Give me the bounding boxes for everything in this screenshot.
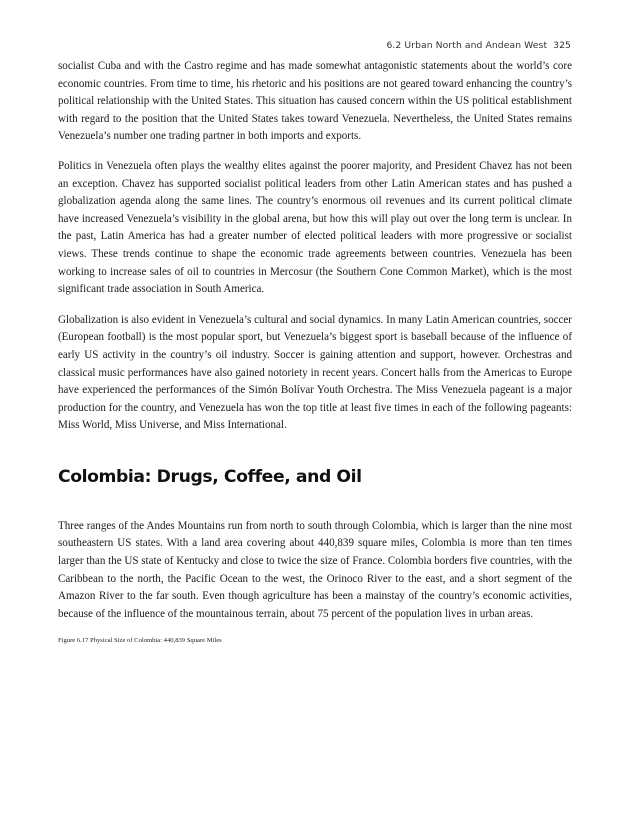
page-number: 325 bbox=[553, 40, 571, 51]
body-paragraph-3: Globalization is also evident in Venezuela’s cultural and social dynamics. In many Latin American countries, soccer (European football) is the most popular sport, but Venezuela’s biggest sport is baseball because of the influence of early US activity in the country’s oil industry. Soccer is gaining attention and support, however. Orchestras and classical music performances have also gained notoriety in recent years. Concert halls from the Americas to Europe have experienced the performances of the Simón Bolívar Youth Orchestra. The Miss Venezuela pageant is a major production for the country, and Venezuela has won the top title at least five times in each of the following pageants: Miss World, Miss Universe, and Miss International. bbox=[58, 313, 572, 432]
figure-caption: Figure 6.17 Physical Size of Colombia: 440,839 Square Miles bbox=[58, 637, 222, 645]
section-paragraph: Three ranges of the Andes Mountains run from north to south through Colombia, which is larger than the nine most southeastern US states. With a land area covering about 440,839 square miles, Colombia is more than ten times larger than the US state of Kentucky and close to twice the size of France. Colombia borders five countries, with the Caribbean to the north, the Pacific Ocean to the west, the Orinoco River to the east, and a short segment of the Amazon River to the far south. Even though agriculture has been a mainstay of the country’s economic activities, because of the influence of the mountainous terrain, about 75 percent of the population lives in urban areas. bbox=[58, 519, 572, 620]
section-heading: Colombia: Drugs, Coffee, and Oil bbox=[58, 466, 362, 487]
page-content bbox=[58, 58, 572, 645]
body-paragraph-2: Politics in Venezuela often plays the wealthy elites against the poorer majority, and President Chavez has not been an exception. Chavez has supported socialist political leaders from other Latin American states and has pushed a globalization agenda along the same lines. The country’s enormous oil revenues and its current political climate have increased Venezuela’s visibility in the global arena, but how this will play out over the long term is unclear. In the past, Latin America has had a greater number of elected political leaders with more progressive or socialist views. These trends continue to shape the economic trade agreements between countries. Venezuela has been working to increase sales of oil to countries in Mercosur (the Southern Cone Common Market), which is the most significant trade association in South America. bbox=[58, 159, 572, 296]
body-paragraph-1: socialist Cuba and with the Castro regime and has made somewhat antagonistic statements about the world’s core economic countries. From time to time, his rhetoric and his positions are not geared toward enhancing the country’s political relationship with the United States. This situation has caused concern within the US political establishment with regard to the position that the United States takes toward Venezuela. Nevertheless, the United States remains Venezuela’s number one trading partner in both imports and exports. bbox=[58, 60, 572, 143]
running-header bbox=[386, 40, 571, 51]
running-header-section: 6.2 Urban North and Andean West bbox=[386, 40, 548, 51]
